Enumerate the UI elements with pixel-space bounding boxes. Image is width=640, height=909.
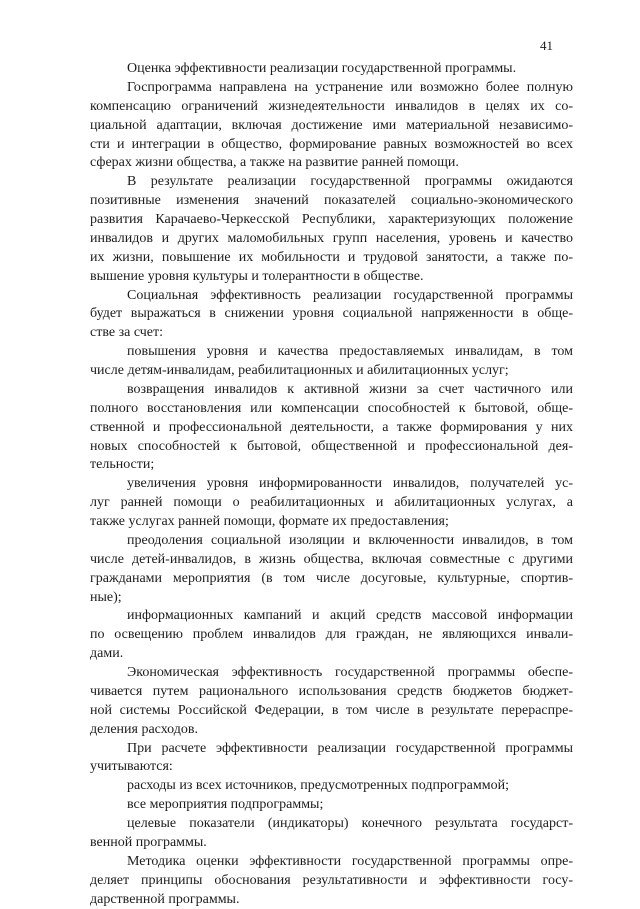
text-line: гражданами мероприятия (в том числе досуговые, культурные, спортив- <box>90 570 573 589</box>
text-line: также услугах ранней помощи, формате их предоставления; <box>90 513 573 532</box>
text-line: сферах жизни общества, а также на развитие ранней помощи. <box>90 154 573 173</box>
text-line: увеличения уровня информированности инвалидов, получателей ус- <box>90 475 573 494</box>
text-line: информационных кампаний и акций средств массовой информации <box>90 607 573 626</box>
text-line: ной системы Российской Федерации, в том числе в результате перераспре- <box>90 702 573 721</box>
text-line: новых способностей к бытовой, общественной и профессиональной дея- <box>90 438 573 457</box>
text-line: Экономическая эффективность государственной программы обеспе- <box>90 664 573 683</box>
text-line: ственной и профессиональной деятельности, а также формирования у них <box>90 419 573 438</box>
text-line: числе детям-инвалидам, реабилитационных и абилитационных услуг; <box>90 362 573 381</box>
text-line: дами. <box>90 645 573 664</box>
text-line: При расчете эффективности реализации государственной программы <box>90 740 573 759</box>
text-line: венной программы. <box>90 834 573 853</box>
text-line: все мероприятия подпрограммы; <box>90 796 573 815</box>
text-line: целевые показатели (индикаторы) конечного результата государст- <box>90 815 573 834</box>
text-line: числе детей-инвалидов, в жизнь общества, включая совместные с другими <box>90 551 573 570</box>
text-line: деления расходов. <box>90 721 573 740</box>
text-line: циальной адаптации, включая достижение ими материальной независимо- <box>90 117 573 136</box>
text-line: повышения уровня и качества предоставляемых инвалидам, в том <box>90 343 573 362</box>
text-line: компенсацию ограничений жизнедеятельности инвалидов в целях их со- <box>90 98 573 117</box>
text-line: Госпрограмма направлена на устранение или возможно более полную <box>90 79 573 98</box>
text-line: деляет принципы обоснования результативности и эффективности госу- <box>90 872 573 891</box>
text-line: будет выражаться в снижении уровня социальной напряженности в обще- <box>90 305 573 324</box>
text-line: стве за счет: <box>90 324 573 343</box>
text-line: ные); <box>90 589 573 608</box>
text-line: позитивные изменения значений показателей социально-экономического <box>90 192 573 211</box>
text-line: по освещению проблем инвалидов для граждан, не являющихся инвали- <box>90 626 573 645</box>
text-line: В результате реализации государственной программы ожидаются <box>90 173 573 192</box>
text-line: инвалидов и других маломобильных групп населения, уровень и качество <box>90 230 573 249</box>
text-line: сти и интеграции в общество, формирование равных возможностей во всех <box>90 136 573 155</box>
text-line: преодоления социальной изоляции и включенности инвалидов, в том <box>90 532 573 551</box>
text-line: расходы из всех источников, предусмотренных подпрограммой; <box>90 777 573 796</box>
text-line: тельности; <box>90 456 573 475</box>
text-line: их жизни, повышение их мобильности и трудовой занятости, а также по- <box>90 249 573 268</box>
text-line: полного восстановления или компенсации способностей к бытовой, обще- <box>90 400 573 419</box>
text-line: учитываются: <box>90 758 573 777</box>
text-line: возвращения инвалидов к активной жизни за счет частичного или <box>90 381 573 400</box>
text-line: чивается путем рационального использования средств бюджетов бюджет- <box>90 683 573 702</box>
document-text <box>90 60 573 909</box>
text-line: вышение уровня культуры и толерантности в обществе. <box>90 268 573 287</box>
text-line: дарственной программы. <box>90 891 573 909</box>
text-line: Методика оценки эффективности государственной программы опре- <box>90 853 573 872</box>
page-number: 41 <box>540 38 553 54</box>
text-line: развития Карачаево-Черкесской Республики, характеризующих положение <box>90 211 573 230</box>
text-line: луг ранней помощи о реабилитационных и абилитационных услугах, а <box>90 494 573 513</box>
text-line: Оценка эффективности реализации государственной программы. <box>90 60 573 79</box>
text-line: Социальная эффективность реализации государственной программы <box>90 287 573 306</box>
